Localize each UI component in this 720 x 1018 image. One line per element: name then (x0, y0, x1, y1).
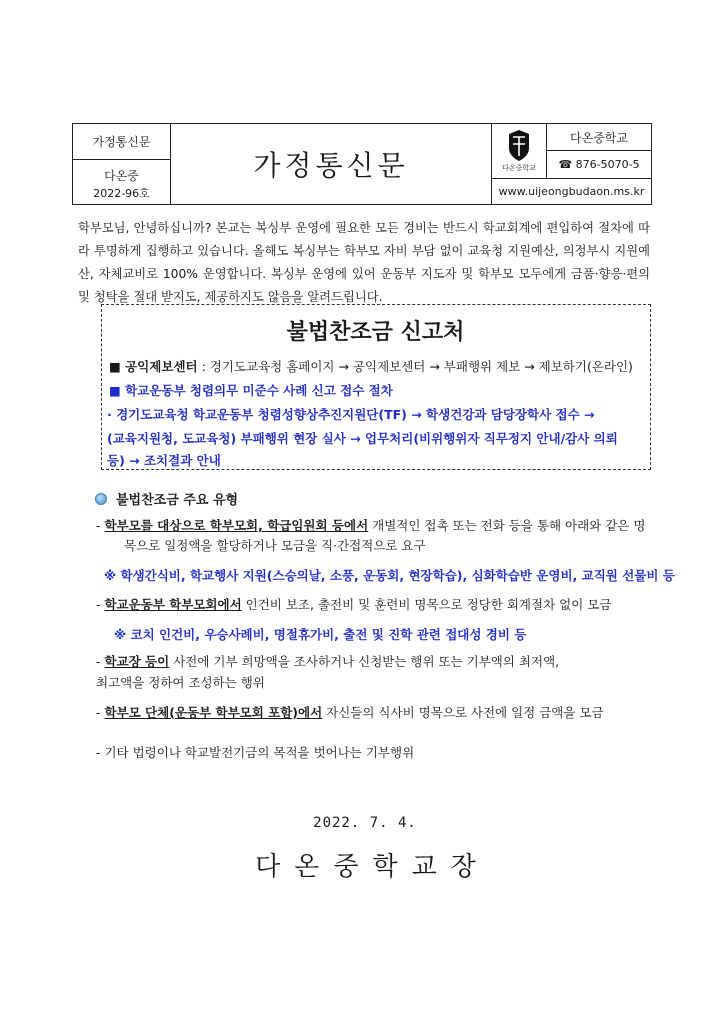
report-box-title: 불법찬조금 신고처 (286, 320, 465, 345)
school-phone: ☎ 876-5070-5 (547, 151, 651, 179)
type-item-1-text: 개별적인 접촉 또는 전화 등을 통해 아래와 같은 명 (368, 518, 646, 533)
report-line-1 (109, 357, 633, 375)
type-item-2-bold: 학교운동부 학부모회에서 (104, 597, 242, 612)
intro-paragraph: 학부모님, 안녕하십니까? 본교는 복싱부 운영에 필요한 모든 경비는 반드시 학교회계에 편입하여 절차에 따라 투명하게 집행하고 있습니다. 올해도 복싱부는 학부모 자비 부담 없이 교육청 지원예산, 의정부시 지원예산, 자체교비로 100% 운영합니다. 복싱부 운영에 있어 운동부 지도자 및 학부모 모두에게 금품·향응·편의 및 청탁을 절대 받지도, 제공하지도 않음을 알려드립니다. (78, 221, 650, 304)
type-item-4 (96, 701, 604, 725)
types-heading-text: 불법찬조금 주요 유형 (116, 493, 239, 508)
report-line-1-text: : 경기도교육청 홈페이지 → 공익제보센터 → 부패행위 제보 → 제보하기(온라인) (197, 359, 633, 374)
note-2: ※ 코치 인건비, 우승사례비, 명절휴가비, 출전 및 진학 관련 접대성 경비 등 (114, 627, 527, 642)
report-line-4: (교육지원청, 도교육청) 부패행위 현장 실사 → 업무처리(비위행위자 직무정지 안내/감사 의뢰 (107, 431, 618, 446)
report-line-3: · 경기도교육청 학교운동부 청렴성향상추진지원단(TF) → 학생건강과 담당장학사 접수 → (107, 407, 595, 422)
header-left-cell (73, 124, 171, 204)
school-name: 다온중학교 (547, 124, 651, 151)
logo-text: 다온중학교 (502, 164, 536, 172)
doc-type-label: 가정통신문 (73, 124, 170, 160)
issue-number: 2022-96호 (93, 187, 150, 200)
type-item-5: - 기타 법령이나 학교발전기금의 목적을 벗어나는 기부행위 (96, 745, 415, 760)
type-item-1-line2: 목으로 일정액을 할당하거나 모금을 직·간접적으로 요구 (124, 538, 426, 553)
report-center-box (101, 304, 651, 470)
type-item-4-text: 자신들의 식사비 명목으로 사전에 일정 금액을 모금 (322, 705, 604, 720)
dash: - (96, 597, 105, 612)
type-item-2-text: 인건비 보조, 출전비 및 훈련비 명목으로 정당한 회계절차 없이 모금 (241, 597, 612, 612)
dash: - (96, 518, 105, 533)
note-1: ※ 학생간식비, 학교행사 지원(스승의날, 소풍, 운동회, 현장학습), 심화학습반 운영비, 교직원 선물비 등 (104, 568, 675, 583)
type-item-2 (96, 593, 611, 617)
issue-date: 2022. 7. 4. (313, 815, 417, 831)
report-line-2: ■ 학교운동부 청렴의무 미준수 사례 신고 접수 절차 (109, 383, 393, 398)
type-item-3-text: 사전에 기부 희망액을 조사하거나 신청받는 행위 또는 기부액의 최저액, (169, 654, 560, 669)
type-item-3-bold: 학교장 등이 (104, 654, 170, 669)
header-right-cell (491, 124, 651, 204)
report-line-1-label: ■ 공익제보센터 (109, 359, 198, 374)
principal-signature: 다온중학교장 (255, 852, 490, 882)
school-logo (492, 124, 547, 179)
types-heading (95, 489, 238, 508)
circle-bullet-icon (95, 493, 107, 505)
school-website-link[interactable]: www.uijeongbudaon.ms.kr (498, 185, 645, 198)
page-title: 가정통신문 (253, 149, 409, 182)
school-short-name: 다온중 (104, 169, 139, 183)
school-emblem-icon (492, 126, 546, 166)
report-line-5: 등) → 조치결과 안내 (107, 453, 221, 468)
dash: - (96, 705, 105, 720)
type-item-4-bold: 학부모 단체(운동부 학부모회 포함)에서 (104, 705, 323, 720)
type-item-3-line2: 최고액을 정하여 조성하는 행위 (96, 675, 265, 690)
type-item-1-bold: 학부모를 대상으로 학부모회, 학급임원회 등에서 (104, 518, 369, 533)
header-table (72, 123, 652, 205)
dash: - (96, 654, 105, 669)
